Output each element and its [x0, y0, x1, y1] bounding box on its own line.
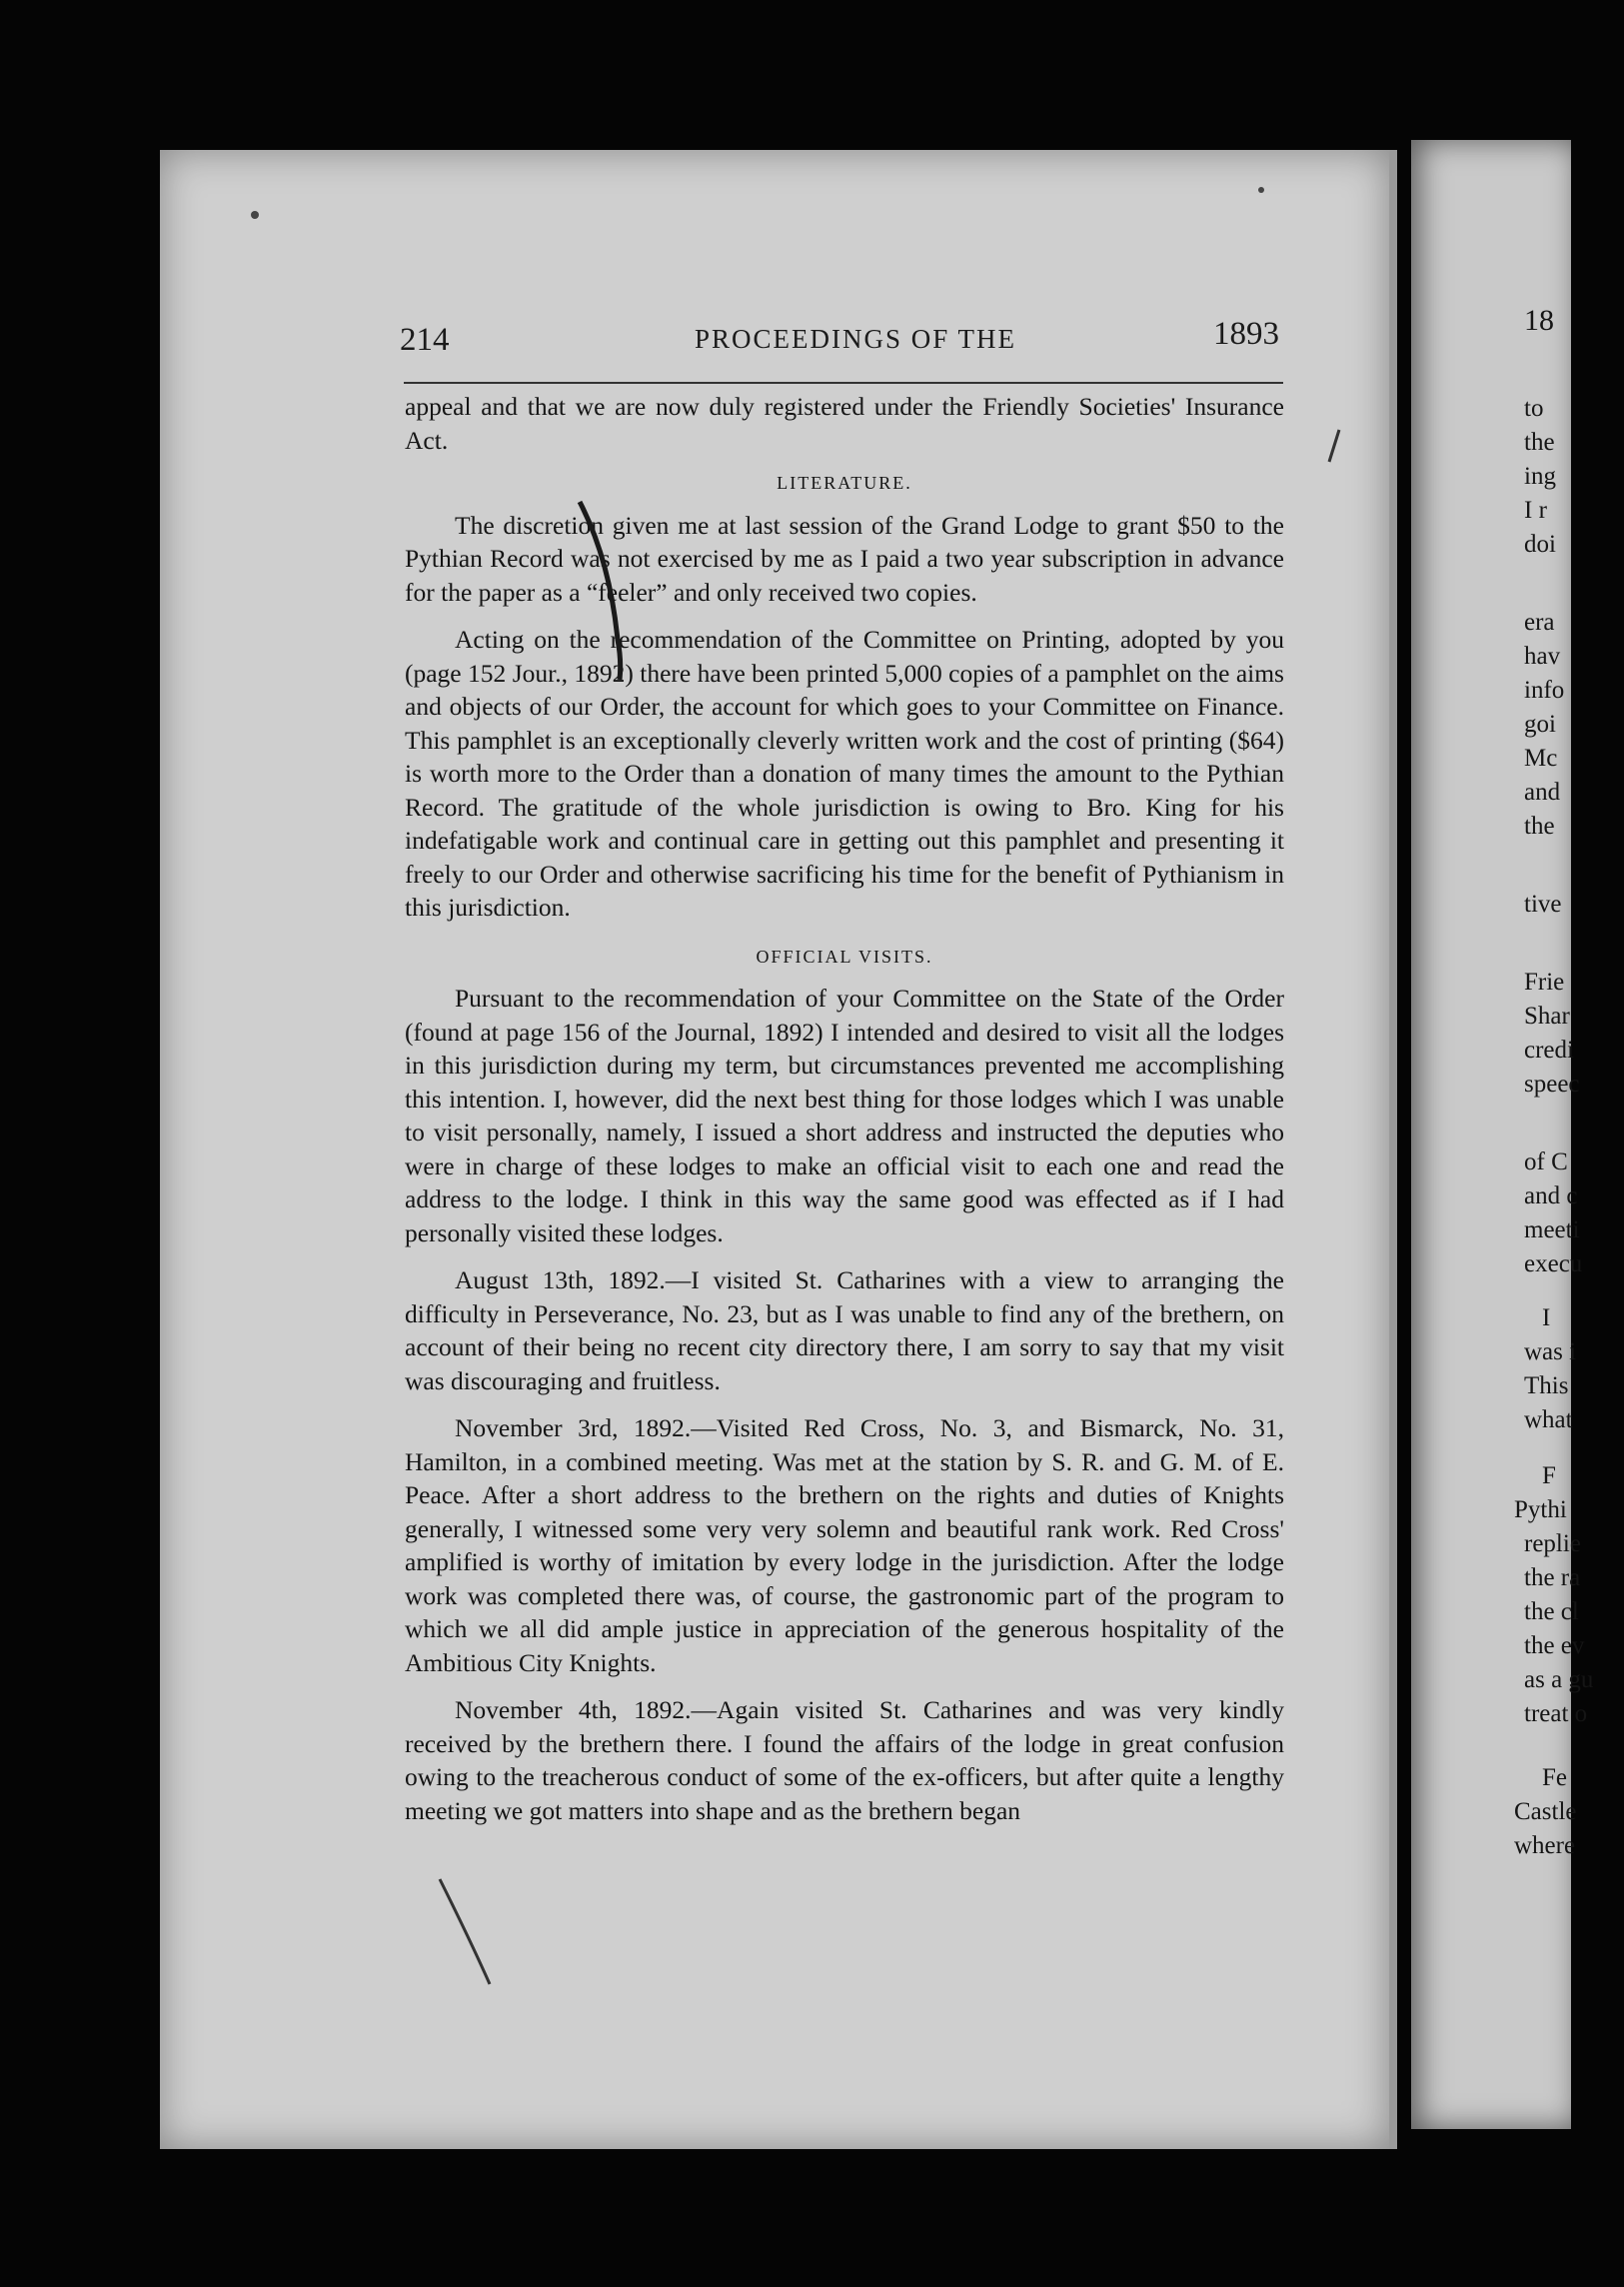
- fragment: replie: [1524, 1530, 1581, 1557]
- year: 1893: [1213, 316, 1279, 352]
- fragment: the: [1524, 429, 1555, 456]
- fragment: what: [1524, 1406, 1573, 1433]
- fragment: the ev: [1524, 1632, 1585, 1659]
- fragment: to: [1524, 395, 1544, 422]
- fragment: Pythi: [1514, 1496, 1567, 1523]
- running-header: [400, 316, 1279, 372]
- running-title: PROCEEDINGS OF THE: [695, 324, 1017, 354]
- fragment: Shar: [1524, 1003, 1570, 1030]
- paragraph: November 4th, 1892.—Again visited St. Catharines and was very kindly received by the brethern there. I found the affairs of the lodge in great confusion owing to the treacherous conduct of some of the ex-officers, but after quite a lengthy meeting we got matters into shape and as the brethern began: [405, 1695, 1284, 1825]
- fragment: doi: [1524, 531, 1556, 558]
- fragment: of C: [1524, 1148, 1568, 1175]
- fragment: the cl: [1524, 1598, 1579, 1625]
- paragraph: The discretion given me at last session of the Grand Lodge to grant $50 to the Pythian Record was not exercised by me as I paid a two year subscription in advance for the paper as a “feeler” and only received two copies.: [405, 510, 1284, 607]
- fragment: Castle: [1514, 1798, 1577, 1825]
- fragment: This: [1524, 1372, 1569, 1399]
- fragment: hav: [1524, 643, 1561, 670]
- section-heading-official-visits: OFFICIAL VISITS.: [756, 946, 933, 967]
- fragment: ing: [1524, 463, 1556, 490]
- fragment: the ra: [1524, 1564, 1581, 1591]
- fragment: execu: [1524, 1250, 1583, 1277]
- paragraph: Pursuant to the recommendation of your Committee on the State of the Order (found at page 156 of the Journal, 1892) I intended and desired to visit all the lodges in this jurisdiction during my term, but circumstances prevented me accomplishing this intention. I, however, did the next best thing for those lodges which I was unable to visit personally, namely, I issued a short address and instructed the deputies who were in charge of these lodges to make an official visit to each one and read the address to the lodge. I think in this way the same good was effected as if I had personally visited these lodges.: [405, 984, 1284, 1247]
- intro-paragraph: appeal and that we are now duly registered under the Friendly Societies' Insurance Act.: [405, 392, 1284, 455]
- paragraph: November 3rd, 1892.—Visited Red Cross, No. 3, and Bismarck, No. 31, Hamilton, in a combined meeting. Was met at the station by S. R. and G. M. of E. Peace. After a short address to the brethern on the rights and duties of Knights generally, I witnessed some very very solemn and beautiful rank work. Red Cross' amplified is worthy of imitation by every lodge in the jurisdiction. After the lodge work was completed there was, of course, the gastronomic part of the program to which we all did ample justice in appreciation of the generous hospitality of the Ambitious City Knights.: [405, 1413, 1284, 1677]
- fragment: tive: [1524, 891, 1562, 918]
- adjacent-page-number: 18: [1524, 304, 1554, 337]
- fragment: era: [1524, 609, 1555, 636]
- fragment: where: [1514, 1832, 1576, 1859]
- fragment: Mc: [1524, 745, 1558, 772]
- fragment: and: [1524, 779, 1561, 806]
- fragment: info: [1524, 677, 1565, 704]
- fragment: I: [1542, 1304, 1551, 1331]
- fragment: Fe: [1542, 1764, 1567, 1791]
- fragment: I r: [1524, 497, 1547, 524]
- section-heading-literature: LITERATURE.: [777, 473, 912, 493]
- fragment: Frie: [1524, 969, 1565, 996]
- fragment: F: [1542, 1462, 1556, 1489]
- fragment: as a gu: [1524, 1666, 1594, 1693]
- fragment: meeti: [1524, 1216, 1580, 1243]
- body-text: [405, 390, 1284, 1841]
- fragment: speec: [1524, 1071, 1580, 1098]
- header-rule: [404, 382, 1283, 384]
- page-number: 214: [400, 322, 450, 358]
- fragment: and c: [1524, 1182, 1578, 1209]
- fragment: goi: [1524, 711, 1556, 738]
- fragment: the: [1524, 813, 1555, 840]
- fragment: treat o: [1524, 1700, 1588, 1727]
- fragment: was i: [1524, 1338, 1577, 1365]
- paragraph: Acting on the recommendation of the Committee on Printing, adopted by you (page 152 Jour., 1892) there have been printed 5,000 copies of a pamphlet on the aims and objects of our Order, the account for which goes to your Committee on Finance. This pamphlet is an exceptionally cleverly written work and the cost of printing ($64) is worth more to the Order than a donation of many times the amount to the Pythian Record. The gratitude of the whole jurisdiction is owing to Bro. King for his indefatigable work and continual care in getting out this pamphlet and presenting it freely to our Order and otherwise sacrificing his time for the benefit of Pythianism in this jurisdiction.: [405, 625, 1284, 922]
- fragment: credi: [1524, 1037, 1574, 1064]
- paragraph: August 13th, 1892.—I visited St. Catharines with a view to arranging the difficulty in Perseverance, No. 23, but as I was unable to find any of the brethern, on account of their being no recent city directory there, I am sorry to say that my visit was discouraging and fruitless.: [405, 1265, 1284, 1395]
